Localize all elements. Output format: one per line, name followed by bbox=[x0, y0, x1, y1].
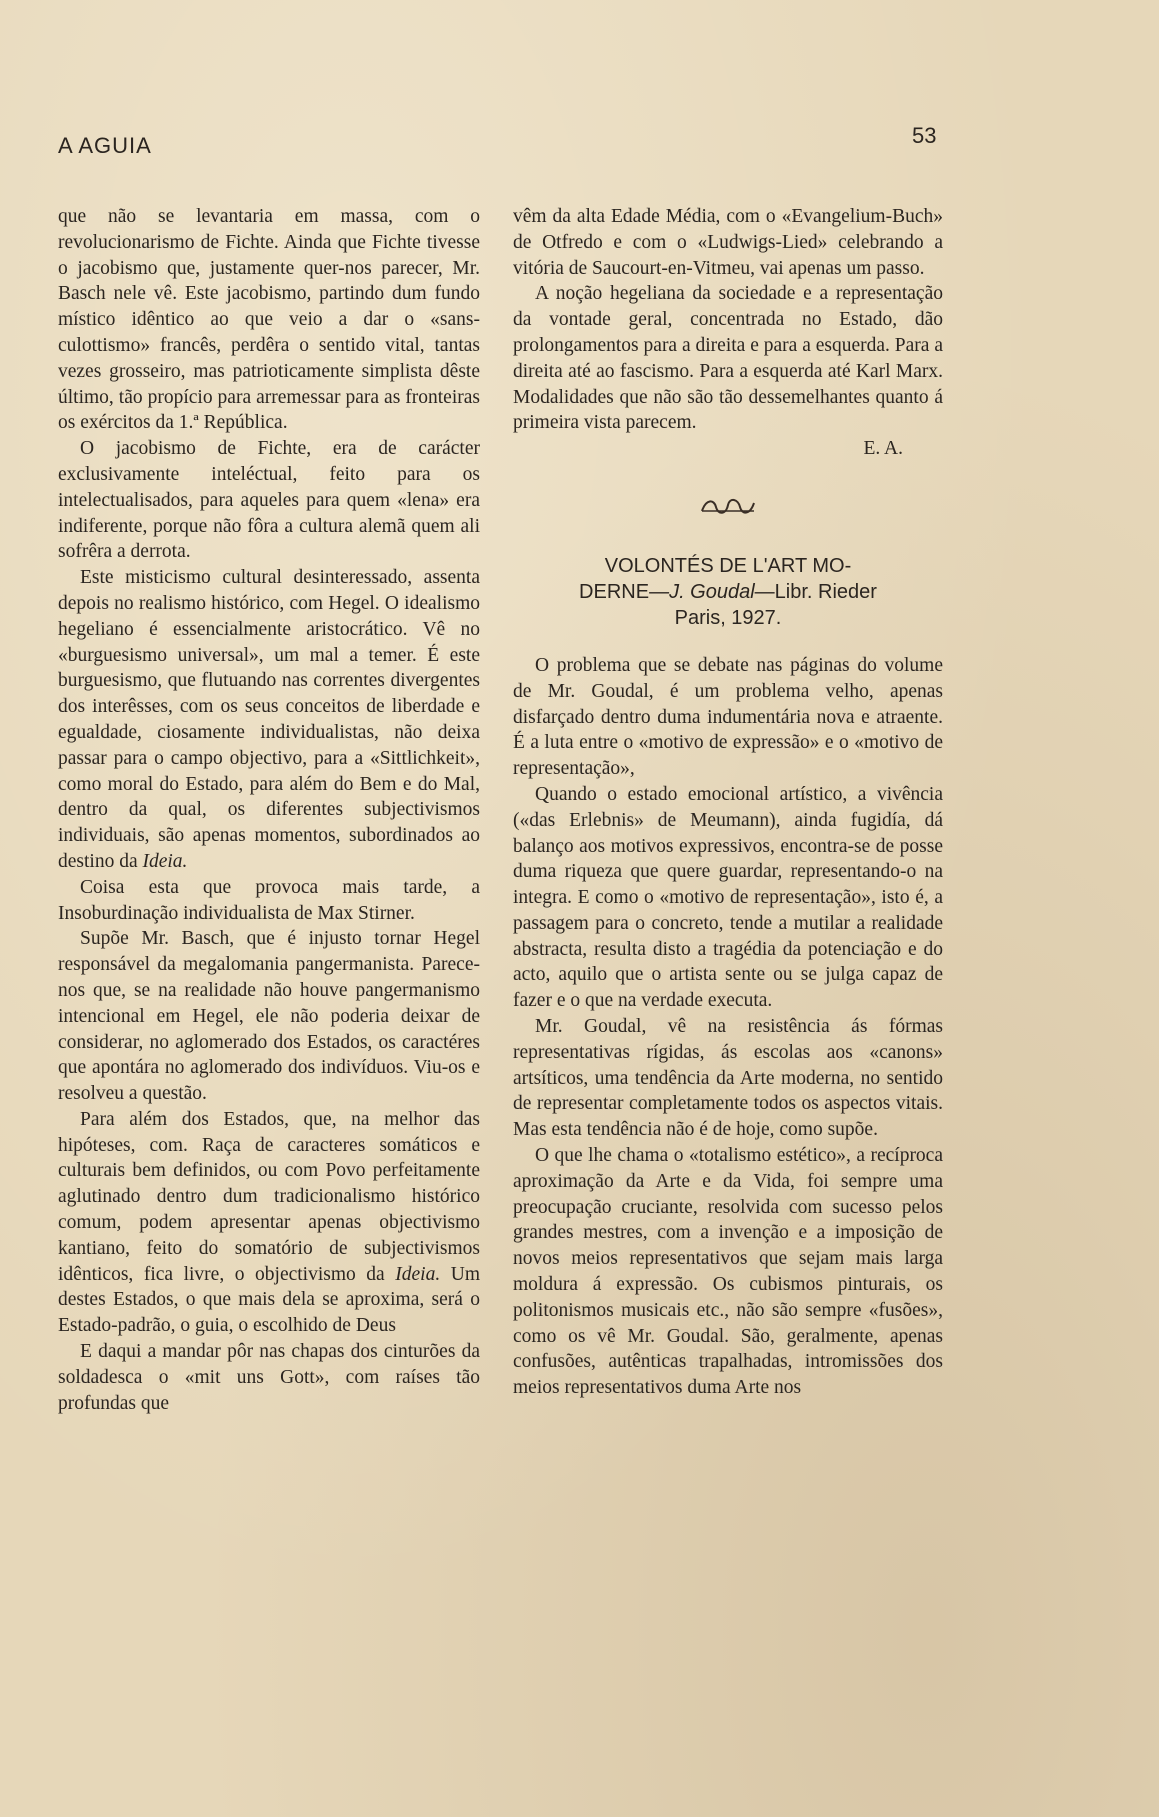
review-place-date: Paris, 1927. bbox=[674, 606, 782, 629]
flourish-icon bbox=[698, 495, 758, 519]
paragraph: Coisa esta que provoca mais tarde, a Insoburdinação individualista de Max Stirner. bbox=[58, 876, 480, 924]
paragraph-text: Este misticismo cultural desinteressado, assenta depois no realismo histórico, com Hegel. O idealismo hegeliano é essencialmente aristocrático. Vê no «burguesismo universal», um mal a temer. É este burguesismo, que flutuando nas correntes divergentes dos interêsses, com os seus conceitos de liberdade e egualdade, ciosamente individualistas, não deixa passar para o campo objectivo, para a «Sittlichkeit», como moral do Estado, para além do Bem e do Mal, dentro da qual, os diferentes subjectivismos individuais, são apenas momentos, subordinados ao destino da bbox=[58, 567, 480, 872]
paragraph: O que lhe chama o «totalismo estético», a recíproca aproximação da Arte e da Vida, foi sempre uma preocupação cruciante, resolvida com sucesso pelos grandes mestres, com a invenção e a imposição de novos meios representativos que sejam mais larga moldura á expressão. Os cubismos pinturais, os politonismos musicais etc., não são sempre «fusões», como os vê Mr. Goudal. São, geralmente, apenas confusões, autênticas trapalhadas, intromissões dos meios representativos duma Arte nos bbox=[513, 1145, 943, 1399]
review-title-line: DERNE—J. Goudal—Libr. Rieder bbox=[579, 580, 877, 603]
ornament-icon bbox=[513, 492, 943, 519]
paragraph bbox=[58, 565, 480, 875]
review-publisher: Libr. Rieder bbox=[774, 580, 877, 603]
paragraph: Supõe Mr. Basch, que é injusto tornar Hegel responsável da megalomania pangermanista. Parece-nos que, se na realidade não houve pangermanismo intencional em Hegel, ele não poderia deixar de considerar, no aglomerado dos Estados, os caractéres que apontára no aglomerado dos indivíduos. Viu-os e resolveu a questão. bbox=[58, 928, 480, 1105]
review-title-line: VOLONTÉS DE L'ART MO- bbox=[604, 554, 852, 577]
paragraph-text: Um destes Estados, o que mais dela se aproxima, será o Estado-padrão, o guia, o escolhido de Deus bbox=[58, 1263, 481, 1337]
review-author: J. Goudal bbox=[669, 580, 755, 603]
ideia-word: Ideia. bbox=[395, 1263, 441, 1285]
paragraph bbox=[58, 1107, 480, 1339]
left-column bbox=[58, 204, 480, 1416]
paragraph-text: Para além dos Estados, que, na melhor das hipóteses, com. Raça de caracteres somáticos e culturais bem definidos, ou com Povo perfeitamente aglutinado dentro dum tradicionalismo histórico comum, podem apresentar apenas objectivismo kantiano, feito do somatório de subjectivismos idênticos, fica livre, o objectivismo da bbox=[58, 1108, 480, 1285]
running-title: A AGUIA bbox=[58, 133, 152, 158]
review-title-end: DERNE bbox=[579, 580, 650, 603]
right-column bbox=[513, 204, 943, 1401]
paragraph: O problema que se debate nas páginas do volume de Mr. Goudal, é um problema velho, apenas disfarçado dentro duma indumentária nova e atraente. É a luta entre o «motivo de expressão» e o «motivo de representação», bbox=[513, 654, 943, 780]
paragraph: E daqui a mandar pôr nas chapas dos cinturões da soldadesca o «mit uns Gott», com raíses tão profundas que bbox=[58, 1341, 480, 1414]
paragraph: que não se levantaria em massa, com o revolucionarismo de Fichte. Ainda que Fichte tivesse o jacobismo que, justamente quer-nos parecer, Mr. Basch nele vê. Este jacobismo, partindo dum fundo místico idêntico ao que veio a dar o «sans-culottismo» francês, perdêra o sentido vital, tantas vezes grosseiro, mas patrioticamente simplista dêste último, tão propício para arremessar para as fronteiras os exércitos da 1.ª República. bbox=[58, 206, 480, 434]
paragraph: O jacobismo de Fichte, era de carácter exclusivamente inteléctual, feito para os intelectualisados, para aqueles para quem «lena» era indiferente, porque não fôra a cultura alemã quem ali sofrêra a derrota. bbox=[58, 438, 480, 563]
paragraph: Quando o estado emocional artístico, a vivência («das Erlebnis» de Meumann), ainda fugidía, dá balanço aos motivos expressivos, encontra-se de posse duma riqueza que quere guardar, representando-o na integra. E como o «motivo de representação», isto é, a passagem para o concreto, tende a mutilar a realidade abstracta, resulta disto a tragédia da potenciação e do acto, aquilo que o artista sente ou se julga capaz de fazer e o que na verdade executa. bbox=[513, 783, 943, 1012]
review-heading bbox=[513, 553, 943, 631]
signature: E. A. bbox=[863, 438, 903, 460]
paragraph: A noção hegeliana da sociedade e a representação da vontade geral, concentrada no Estado, dão prolongamentos para a direita e para a esquerda. Para a direita até ao fascismo. Para a esquerda até Karl Marx. Modalidades que não são tão dessemelhantes quanto á primeira vista parecem. bbox=[513, 283, 943, 434]
paragraph: vêm da alta Edade Média, com o «Evangelium-Buch» de Otfredo e com o «Ludwigs-Lied» celebrando a vitória de Saucourt-en-Vitmeu, vai apenas um passo. bbox=[513, 206, 943, 279]
ideia-word: Ideia. bbox=[142, 850, 188, 872]
page-number: 53 bbox=[912, 123, 937, 148]
paragraph: Mr. Goudal, vê na resistência ás fórmas representativas rígidas, ás escolas aos «canons» artsíticos, uma tendência da Arte moderna, no sentido de representar completamente todos os aspectos vitais. Mas esta tendência não é de hoje, como supõe. bbox=[513, 1016, 943, 1141]
